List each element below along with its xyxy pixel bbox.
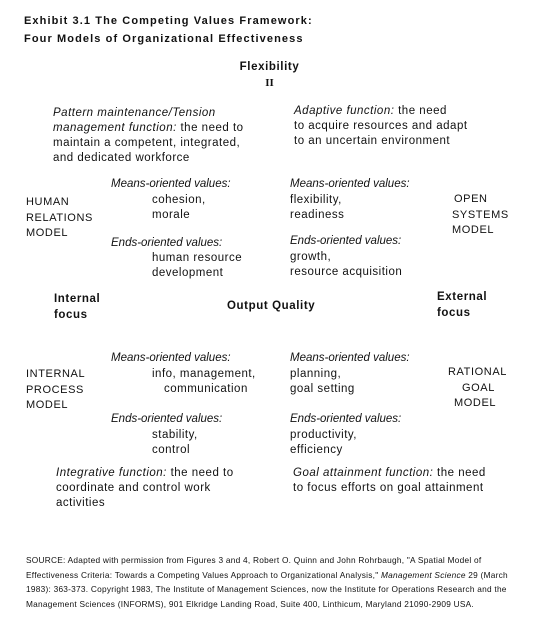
bottom-right-ends-values: productivity, efficiency: [290, 429, 358, 456]
axis-label-external-focus: External focus: [437, 291, 488, 319]
internal-process-model: INTERNAL PROCESS MODEL: [26, 368, 86, 411]
top-right-means-heading: Means-oriented values:: [290, 178, 410, 190]
bottom-right-means-heading: Means-oriented values:: [290, 352, 410, 364]
axis-symbol-top: II: [265, 77, 274, 89]
rational-goal-model: RATIONAL GOAL MODEL: [448, 366, 507, 409]
bottom-right-ends-heading: Ends-oriented values:: [290, 413, 402, 425]
top-left-ends-heading: Ends-oriented values:: [111, 237, 223, 249]
axis-label-flexibility: Flexibility: [239, 61, 300, 73]
top-left-function: Pattern maintenance/Tension management function: the need to maintain a competent, integrated, and dedicated workforce: [53, 107, 244, 164]
top-right-function: Adaptive function: the need to acquire resources and adapt to an uncertain environment: [294, 105, 468, 147]
top-right-means-values: flexibility, readiness: [290, 194, 345, 221]
top-left-means-heading: Means-oriented values:: [111, 178, 231, 190]
exhibit-title-line-1: Exhibit 3.1 The Competing Values Framework:: [24, 15, 313, 27]
source-note: SOURCE: Adapted with permission from Figures 3 and 4, Robert O. Quinn and John Rohrbaugh, "A Spatial Model of Effectiveness Criteria: Towards a Competing Values Approach to Organizational Analysis," Management Science 29 (March 1983): 363-373. Copyright 1983, The Institute of Management Sciences, now the Institute for Operations Research and the Management Sciences (INFORMS), 901 Elkridge Landing Road, Suite 400, Linthicum, Maryland 21090-2909 USA.: [26, 555, 508, 610]
bottom-left-function: Integrative function: the need to coordinate and control work activities: [56, 467, 234, 509]
top-right-ends-heading: Ends-oriented values:: [290, 235, 402, 247]
top-right-ends-values: growth, resource acquisition: [290, 251, 403, 278]
bottom-left-ends-values: stability, control: [152, 429, 198, 456]
bottom-right-means-values: planning, goal setting: [290, 368, 355, 395]
top-left-ends-values: human resource development: [152, 252, 243, 279]
bottom-left-means-heading: Means-oriented values:: [111, 352, 231, 364]
axis-label-output-quality: Output Quality: [227, 300, 316, 312]
bottom-right-function: Goal attainment function: the need to focus efforts on goal attainment: [293, 467, 486, 494]
open-systems-model: OPEN SYSTEMS MODEL: [452, 193, 509, 236]
bottom-left-means-values: info, management, communication: [152, 368, 256, 395]
bottom-left-ends-heading: Ends-oriented values:: [111, 413, 223, 425]
top-left-means-values: cohesion, morale: [152, 194, 206, 221]
exhibit-title-line-2: Four Models of Organizational Effectiveness: [24, 33, 304, 45]
axis-label-internal-focus: Internal focus: [54, 293, 101, 321]
human-relations-model: HUMAN RELATIONS MODEL: [26, 196, 93, 239]
